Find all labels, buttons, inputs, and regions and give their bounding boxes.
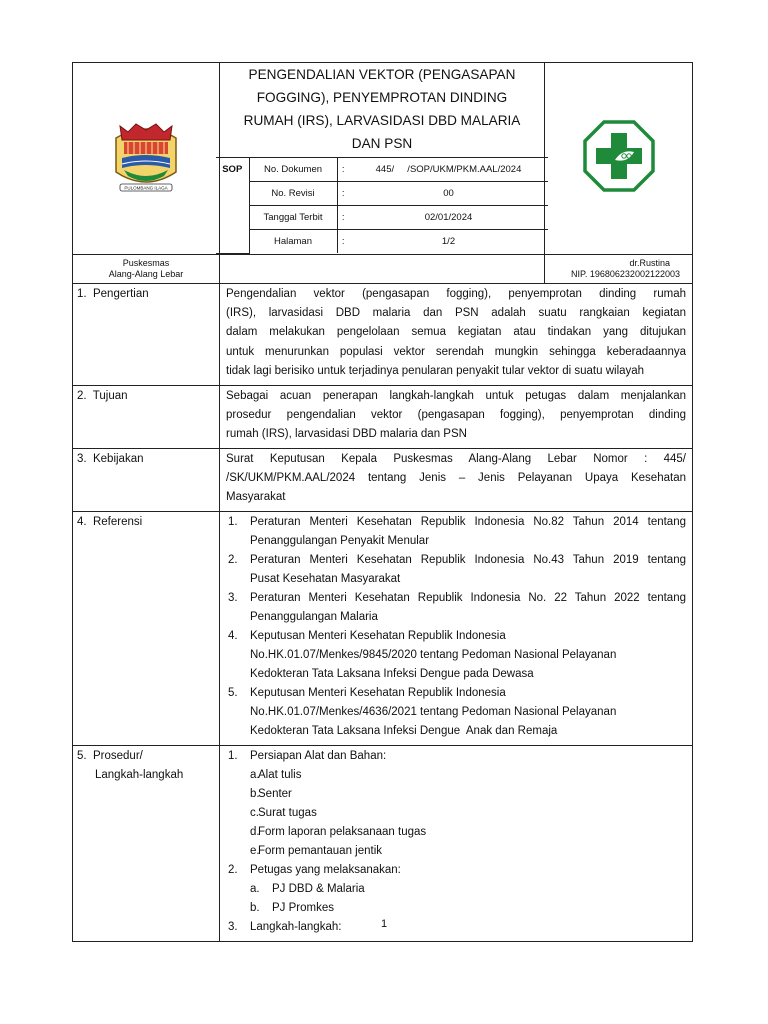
puskesmas-name-cell (73, 254, 220, 283)
pengertian-line-2: (IRS), larvasidasi DBD malaria dan PSN adalah suatu rangkaian kegiatan (226, 306, 686, 319)
kebijakan-line-3: Masyarakat (226, 490, 286, 503)
list-item (220, 804, 686, 823)
step-3-num: 3. (228, 920, 238, 933)
referensi-list (220, 513, 686, 741)
ref-5-num: 5. (228, 686, 238, 699)
ref-5-line-2: No.HK.01.07/Menkes/4636/2021 tentang Pedoman Nasional Pelayanan (250, 705, 617, 718)
kebijakan-line-1: Surat Keputusan Kepala Puskesmas Alang-Alang Lebar Nomor : 445/ (226, 452, 686, 465)
step-2a-text: PJ DBD & Malaria (272, 882, 365, 895)
issue-date-sep: : (337, 206, 349, 230)
kebijakan-content (220, 448, 693, 511)
emblem-caption: PULOMBANG ILAGA (124, 185, 168, 191)
step-1b-text: Senter (258, 787, 292, 800)
list-item (220, 551, 686, 589)
step-1d-text: Form laporan pelaksanaan tugas (258, 825, 427, 838)
list-item (220, 861, 686, 880)
signer-cell (545, 254, 693, 283)
step-1e-num: e. (250, 844, 260, 857)
ref-4-line-1: Keputusan Menteri Kesehatan Republik Indonesia (250, 629, 506, 642)
signer-name: dr.Rustina (629, 257, 670, 268)
list-item (220, 785, 686, 804)
signer-nip: NIP. 196806232002122003 (571, 268, 680, 279)
title-line-4: DAN PSN (351, 136, 413, 151)
ref-5-line-3: Kedokteran Tata Laksana Infeksi Dengue Anak dan Remaja (250, 724, 558, 737)
tujuan-line-1: Sebagai acuan penerapan langkah-langkah untuk petugas dalam menjalankan (226, 389, 686, 402)
step-2b-num: b. (250, 901, 260, 914)
doc-number-label: No. Dokumen (249, 158, 337, 182)
revision-sep: : (337, 182, 349, 206)
ref-5-line-1: Keputusan Menteri Kesehatan Republik Indonesia (250, 686, 506, 699)
step-1c-text: Surat tugas (258, 806, 317, 819)
puskesmas-line-2: Alang-Alang Lebar (108, 268, 184, 279)
ref-1-line-1: Peraturan Menteri Kesehatan Republik Indonesia No.82 Tahun 2014 tentang (250, 515, 686, 528)
pengertian-content (220, 283, 693, 385)
tujuan-line-2: prosedur pengendalian vektor (pengasapan fogging), penyemprotan dinding (226, 408, 686, 421)
step-1-text: Persiapan Alat dan Bahan: (250, 749, 387, 762)
ref-2-line-1: Peraturan Menteri Kesehatan Republik Indonesia No.43 Tahun 2019 tentang (250, 553, 686, 566)
ref-3-num: 3. (228, 591, 238, 604)
doc-number-value: 445/ /SOP/UKM/PKM.AAL/2024 (349, 158, 548, 182)
list-item (220, 842, 686, 861)
list-item (220, 823, 686, 842)
step-3-text: Langkah-langkah: (250, 920, 342, 933)
kebijakan-line-2: /SK/UKM/PKM.AAL/2024 tentang Jenis – Jenis Pelayanan Upaya Kesehatan (226, 471, 686, 484)
prosedur-label-line-2: Langkah-langkah (95, 768, 184, 781)
list-item (220, 880, 686, 899)
issue-date-value: 02/01/2024 (349, 206, 548, 230)
step-1a-num: a. (250, 768, 260, 781)
step-2-text: Petugas yang melaksanakan: (250, 863, 401, 876)
step-1e-text: Form pemantauan jentik (258, 844, 383, 857)
title-cell (220, 63, 545, 255)
prosedur-label-line-1: 5. Prosedur/ (77, 749, 143, 762)
pengertian-line-3: dalam melakukan pengelolaan semua kegiatan atau tindakan yang ditujukan (226, 325, 686, 338)
referensi-label: 4. Referensi (73, 511, 220, 745)
ref-3-line-2: Penanggulangan Malaria (250, 610, 378, 623)
list-item (220, 747, 686, 766)
page-value: 1/2 (349, 230, 548, 254)
right-logo-cell (545, 63, 693, 255)
puskesmas-logo-icon (582, 119, 656, 193)
tujuan-label: 2. Tujuan (73, 385, 220, 448)
sop-label: SOP (216, 158, 249, 254)
list-item (220, 899, 686, 918)
ref-1-num: 1. (228, 515, 238, 528)
revision-value: 00 (349, 182, 548, 206)
left-logo-cell (73, 63, 220, 255)
issue-date-label: Tanggal Terbit (249, 206, 337, 230)
empty-middle-cell (220, 254, 545, 283)
list-item (220, 513, 686, 551)
list-item (220, 684, 686, 741)
step-2-num: 2. (228, 863, 238, 876)
step-1a-text: Alat tulis (258, 768, 302, 781)
ref-4-line-2: No.HK.01.07/Menkes/9845/2020 tentang Pedoman Nasional Pelayanan (250, 648, 617, 661)
title-line-1: PENGENDALIAN VEKTOR (PENGASAPAN (248, 67, 516, 82)
sop-document (72, 62, 692, 942)
title-line-3: RUMAH (IRS), LARVASIDASI DBD MALARIA (243, 113, 521, 128)
prosedur-list-2 (220, 861, 686, 880)
ref-3-line-1: Peraturan Menteri Kesehatan Republik Indonesia No. 22 Tahun 2022 tentang (250, 591, 686, 604)
document-title (220, 63, 544, 157)
referensi-content (220, 511, 693, 745)
pengertian-label: 1. Pengertian (73, 283, 220, 385)
ref-2-num: 2. (228, 553, 238, 566)
list-item (220, 766, 686, 785)
doc-number-sep: : (337, 158, 349, 182)
ref-2-line-2: Pusat Kesehatan Masyarakat (250, 572, 401, 585)
step-1c-num: c. (250, 806, 259, 819)
prosedur-label-cell (73, 745, 220, 941)
regional-emblem-icon (106, 112, 186, 200)
step-1b-num: b. (250, 787, 260, 800)
puskesmas-line-1: Puskesmas (122, 257, 170, 268)
list-item (220, 589, 686, 627)
step-2b-text: PJ Promkes (272, 901, 334, 914)
list-item (220, 627, 686, 684)
page-label: Halaman (249, 230, 337, 254)
sop-table (72, 62, 693, 942)
prosedur-list (220, 747, 686, 766)
page-sep: : (337, 230, 349, 254)
page-number: 1 (380, 918, 388, 930)
pengertian-line-5: tidak lagi berisiko untuk terjadinya penularan penyakit tular vektor di suatu wilayah (226, 364, 645, 377)
kebijakan-label: 3. Kebijakan (73, 448, 220, 511)
step-1-num: 1. (228, 749, 238, 762)
revision-label: No. Revisi (249, 182, 337, 206)
pengertian-line-4: untuk menurunkan populasi vektor serendah mungkin sehingga keberadaannya (226, 345, 686, 358)
ref-4-line-3: Kedokteran Tata Laksana Infeksi Dengue pada Dewasa (250, 667, 534, 680)
tujuan-line-3: rumah (IRS), larvasidasi DBD malaria dan PSN (226, 427, 467, 440)
step-2a-num: a. (250, 882, 260, 895)
prosedur-content (220, 745, 693, 941)
doc-info-table (216, 157, 548, 254)
tujuan-content (220, 385, 693, 448)
pengertian-line-1: Pengendalian vektor (pengasapan fogging), penyemprotan dinding rumah (226, 287, 686, 300)
ref-1-line-2: Penanggulangan Penyakit Menular (250, 534, 430, 547)
title-line-2: FOGGING), PENYEMPROTAN DINDING (256, 90, 508, 105)
step-1d-num: d. (250, 825, 260, 838)
ref-4-num: 4. (228, 629, 238, 642)
